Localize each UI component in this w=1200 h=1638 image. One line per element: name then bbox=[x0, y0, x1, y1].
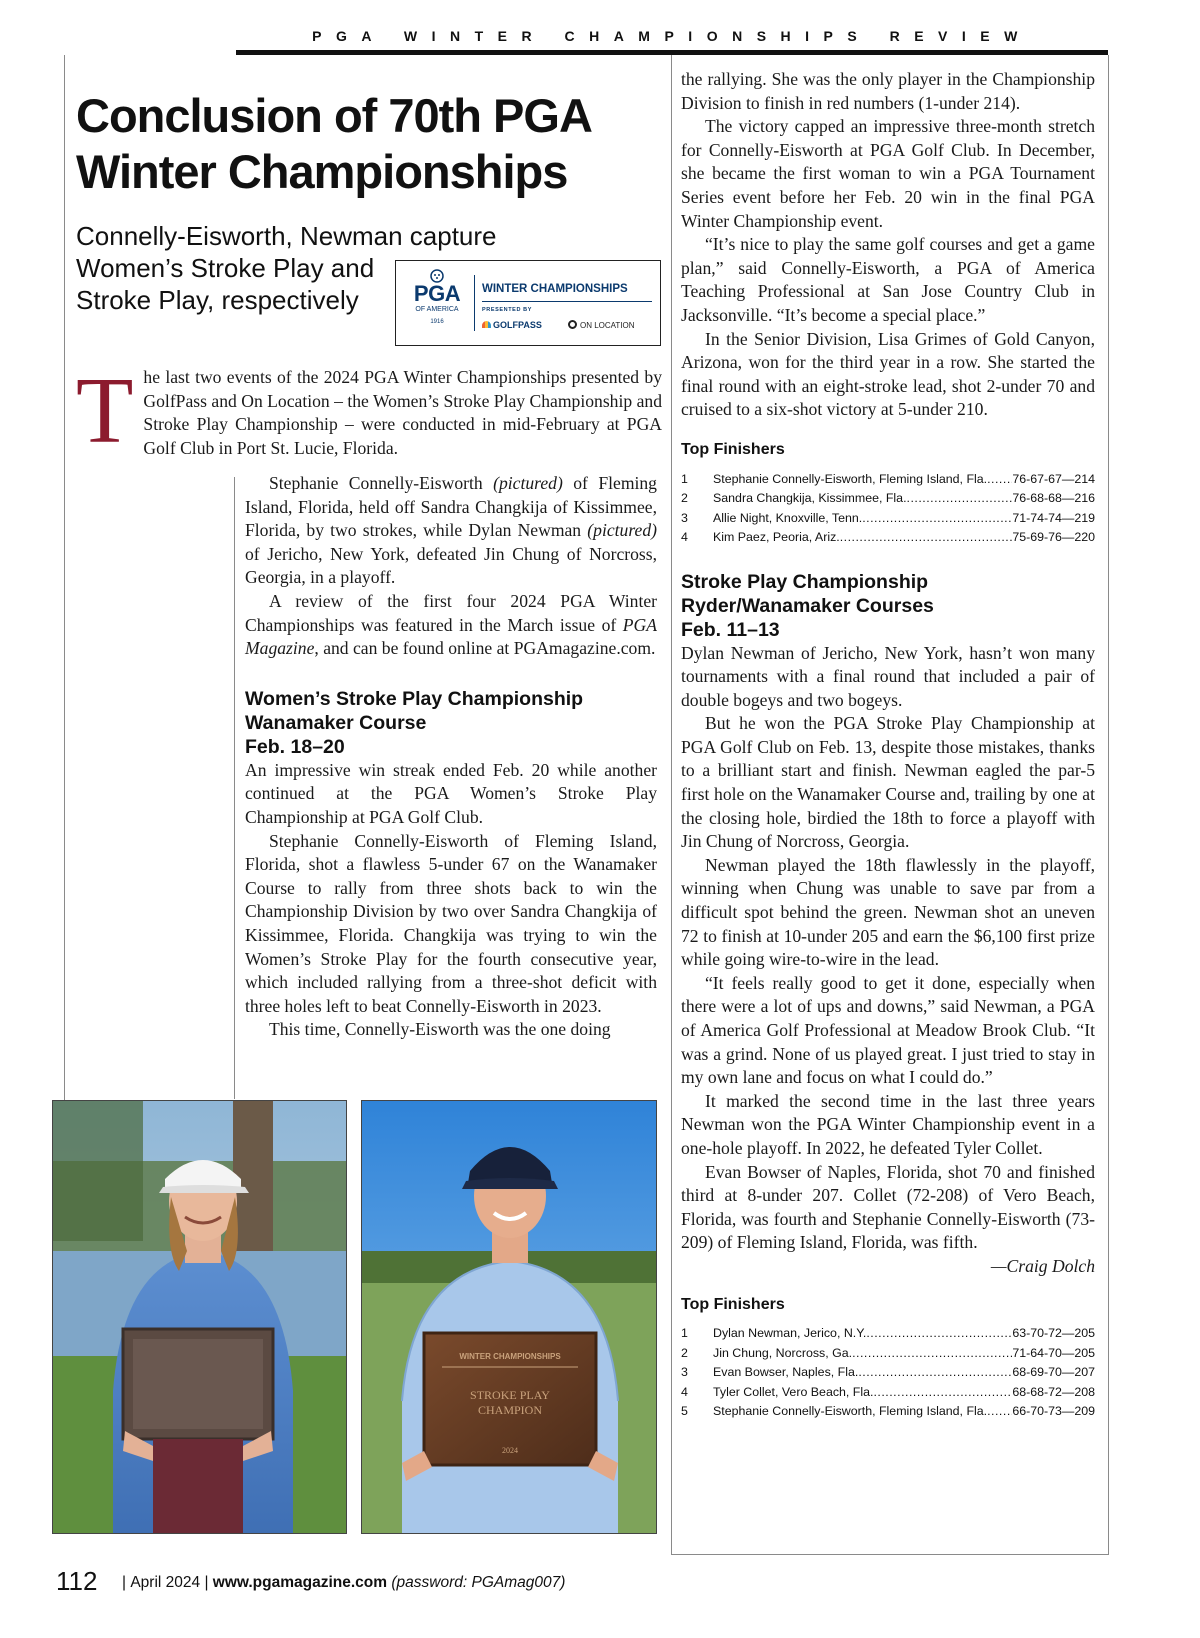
finisher-position: 1 bbox=[681, 1326, 688, 1341]
finisher-position: 4 bbox=[681, 530, 688, 544]
intro-paragraph bbox=[76, 359, 662, 463]
article-title: Conclusion of 70th PGA Winter Championships bbox=[76, 89, 591, 198]
column-2 bbox=[681, 68, 1095, 1422]
plaque-title: WINTER CHAMPIONSHIPS bbox=[459, 1352, 561, 1361]
finisher-row bbox=[681, 1344, 1095, 1364]
pictured-note: (pictured) bbox=[493, 473, 563, 493]
finisher-name: Evan Bowser, Naples, Fla. bbox=[713, 1365, 859, 1380]
footer-separator: | bbox=[200, 1574, 213, 1591]
finisher-score: 63-70-72—205 bbox=[1012, 1326, 1095, 1341]
finisher-score: 68-69-70—207 bbox=[1012, 1365, 1095, 1380]
leader-dots bbox=[866, 1324, 1012, 1344]
finisher-score: 68-68-72—208 bbox=[1012, 1384, 1095, 1399]
photo-newman bbox=[361, 1100, 657, 1534]
finisher-position: 5 bbox=[681, 1404, 688, 1419]
section-heading-stroke-play bbox=[681, 570, 1095, 642]
frame-rule-middle bbox=[671, 55, 672, 1555]
text: , and can be found online at PGAmagazine.com. bbox=[314, 638, 656, 659]
finisher-score: 75-69-76—220 bbox=[1012, 530, 1095, 544]
paragraph: “It feels really good to get it done, especially when there were a lot of ups and downs,” said Newman, a PGA of America Golf Professional at Meadow Brook Club. “It was a grind. None of us played great. I just tried to stay in my own lane and focus on what I could do.” bbox=[681, 972, 1095, 1088]
pga-of-america: OF AMERICA bbox=[415, 306, 459, 313]
text: Stephanie Connelly-Eisworth bbox=[269, 473, 494, 493]
finisher-row bbox=[681, 1383, 1095, 1403]
finisher-position: 3 bbox=[681, 1365, 688, 1380]
column-1 bbox=[245, 472, 657, 1042]
finisher-position: 4 bbox=[681, 1384, 688, 1399]
logo-rule bbox=[482, 301, 652, 302]
logo-presented-by: PRESENTED BY bbox=[482, 307, 532, 313]
finisher-name: Kim Paez, Peoria, Ariz. bbox=[713, 530, 840, 544]
paragraph: Stephanie Connelly-Eisworth of Fleming Island, Florida, shot a flawless 5-under 67 on the Wanamaker Course to rally from three shots back to win the Championship Division by two over Sandra Changkija of Kissimmee, Florida. Changkija was trying to win the Women’s Stroke Play for the fourth consecutive year, which included rallying from a three-shot deficit with three holes left to beat Connelly-Eisworth in 2023. bbox=[245, 830, 657, 1016]
paragraph: The victory capped an impressive three-month stretch for Connelly-Eisworth at PGA Golf Club. In December, she became the first woman to win a PGA Tournament Series event before her Feb. 20 win in the final PGA Winter Championship event. bbox=[681, 116, 1095, 231]
section-heading-line: Wanamaker Course bbox=[245, 711, 427, 734]
finisher-score: 71-74-74—219 bbox=[1012, 510, 1095, 525]
footer-separator: | bbox=[122, 1574, 131, 1591]
plaque-line-2: CHAMPION bbox=[477, 1403, 543, 1417]
magazine-name: PGA Magazine bbox=[245, 614, 657, 659]
stroke-play-finishers-list bbox=[681, 1324, 1095, 1422]
leader-dots bbox=[852, 1344, 1012, 1364]
finisher-score: 71-64-70—205 bbox=[1012, 1345, 1095, 1360]
logo-divider bbox=[474, 275, 475, 331]
paragraph: Newman played the 18th flawlessly in the playoff, winning when Chung was unable to save par from a difficult spot behind the green. Newman shot an uneven 72 to finish at 10-under 205 and earn the $6,100 first prize while going wire-to-wire in the lead. bbox=[681, 854, 1095, 970]
finisher-score: 66-70-73—209 bbox=[1012, 1404, 1095, 1419]
finisher-score: 76-68-68—216 bbox=[1012, 491, 1095, 505]
top-finishers-heading: Top Finishers bbox=[681, 440, 785, 458]
finisher-row bbox=[681, 528, 1095, 548]
leader-dots bbox=[907, 489, 1013, 509]
paragraph: In the Senior Division, Lisa Grimes of Gold Canyon, Arizona, won for the third year in a row. She started the final round with an eight-stroke lead, shot 2-under 70 and cruised to a six-shot victory at 5-under 210. bbox=[681, 328, 1095, 420]
section-heading-line: Stroke Play Championship bbox=[681, 570, 929, 593]
paragraph: It marked the second time in the last three years Newman won the PGA Winter Championship event in a one-hole playoff. In 2022, he defeated Tyler Collet. bbox=[681, 1090, 1095, 1158]
finisher-name: Tyler Collet, Vero Beach, Fla. bbox=[713, 1384, 874, 1399]
intro-text: he last two events of the 2024 PGA Winter Championships presented by GolfPass and On Location – the Women’s Stroke Play Championship and Stroke Play Championship – were conducted in mid-February at PGA Golf Club in Port St. Lucie, Florida. bbox=[143, 367, 662, 458]
paragraph: the rallying. She was the only player in the Championship Division to finish in red numbers (1-under 214). bbox=[681, 69, 1095, 113]
finisher-row bbox=[681, 1402, 1095, 1422]
photo-connelly-eisworth bbox=[52, 1100, 347, 1534]
text: of Fleming Island, Florida, held off Sandra Changkija of Kissimmee, Florida, by two strokes, while Dylan Newman bbox=[245, 473, 657, 541]
paragraph bbox=[245, 472, 657, 590]
on-location-logo bbox=[568, 320, 635, 330]
photo-woman-with-plaque bbox=[53, 1101, 347, 1534]
frame-rule-bottom bbox=[671, 1554, 1109, 1555]
deck-line-2: Women’s Stroke Play and Stroke Play, respectively bbox=[76, 253, 375, 315]
finisher-name: Stephanie Connelly-Eisworth, Fleming Island, Fla. bbox=[713, 1404, 988, 1419]
plaque-line-1: STROKE PLAY bbox=[470, 1388, 550, 1402]
deck-line-1: Connelly-Eisworth, Newman capture bbox=[76, 221, 497, 251]
leader-dots bbox=[862, 509, 1012, 529]
running-head: PGA WINTER CHAMPIONSHIPS REVIEW bbox=[312, 28, 1032, 44]
paragraph bbox=[681, 1161, 1095, 1276]
drop-cap: T bbox=[76, 359, 134, 463]
finisher-row bbox=[681, 1324, 1095, 1344]
winter-championships-logo bbox=[395, 260, 661, 346]
byline: —Craig Dolch bbox=[990, 1255, 1095, 1276]
finisher-row bbox=[681, 470, 1095, 490]
finisher-name: Dylan Newman, Jerico, N.Y. bbox=[713, 1326, 867, 1341]
section-heading-line: Women’s Stroke Play Championship bbox=[245, 687, 584, 710]
frame-rule-inner bbox=[234, 477, 235, 1099]
paragraph: But he won the PGA Stroke Play Championship at PGA Golf Club on Feb. 13, despite those mistakes, thanks to a brilliant start and finish. Newman eagled the par-5 first hole on the Wanamaker Course and, trailing by one at the closing hole, birdied the 18th to force a playoff with Jin Chung of Norcross, Georgia. bbox=[681, 713, 1095, 852]
plaque-year: 2024 bbox=[502, 1446, 518, 1455]
leader-dots bbox=[873, 1383, 1012, 1403]
pga-wordmark: PGA bbox=[413, 281, 461, 306]
finisher-position: 1 bbox=[681, 471, 688, 486]
section-heading-womens bbox=[245, 687, 657, 759]
password-note: (password: PGAmag007) bbox=[391, 1574, 566, 1591]
frame-rule-left bbox=[64, 55, 65, 1100]
finisher-row bbox=[681, 1363, 1095, 1383]
leader-dots bbox=[840, 528, 1013, 548]
section-heading-dates: Feb. 18–20 bbox=[245, 735, 345, 758]
website-url: www.pgamagazine.com bbox=[212, 1574, 388, 1591]
paragraph bbox=[245, 590, 657, 661]
text: A review of the first four 2024 PGA Winter Championships was featured in the March issue of bbox=[245, 590, 657, 635]
ring-icon bbox=[568, 320, 577, 329]
leader-dots bbox=[987, 1402, 1012, 1422]
photo-man-with-plaque bbox=[362, 1101, 657, 1534]
paragraph: “It’s nice to play the same golf courses and get a game plan,” said Connelly-Eisworth, a PGA of America Teaching Professional at San Jose Country Club in Jacksonville. “It’s become a special place.” bbox=[681, 234, 1095, 325]
finisher-name: Sandra Changkija, Kissimmee, Fla. bbox=[713, 491, 907, 505]
text: Evan Bowser of Naples, Florida, shot 70 and finished third at 8-under 207. Collet (72-208) of Vero Beach, Florida, was fourth and Stephanie Connelly-Eisworth (73-209) of Fleming Island, Florida, was fifth. bbox=[681, 1161, 1095, 1253]
golfpass-label: GOLFPASS bbox=[493, 320, 542, 330]
text: of Jericho, New York, defeated Jin Chung of Norcross, Georgia, in a playoff. bbox=[245, 543, 657, 588]
peacock-icon bbox=[482, 321, 491, 328]
on-location-label: ON LOCATION bbox=[580, 321, 635, 330]
paragraph: An impressive win streak ended Feb. 20 while another continued at the PGA Women’s Stroke Play Championship at PGA Golf Club. bbox=[245, 759, 657, 827]
pga-year: 1916 bbox=[430, 319, 444, 325]
section-heading-line: Ryder/Wanamaker Courses bbox=[681, 594, 934, 617]
pga-logo bbox=[406, 269, 468, 339]
top-finishers-heading: Top Finishers bbox=[681, 1295, 785, 1313]
section-heading-dates: Feb. 11–13 bbox=[681, 618, 780, 641]
header-rule bbox=[236, 50, 1108, 55]
frame-rule-right bbox=[1108, 55, 1109, 1555]
finisher-position: 2 bbox=[681, 1345, 688, 1360]
golf-ball-crest-icon bbox=[430, 269, 444, 283]
golfpass-logo bbox=[482, 320, 542, 330]
leader-dots bbox=[987, 470, 1012, 490]
pictured-note: (pictured) bbox=[587, 520, 657, 541]
finisher-position: 2 bbox=[681, 491, 688, 505]
finisher-name: Allie Night, Knoxville, Tenn. bbox=[713, 510, 863, 525]
finisher-name: Stephanie Connelly-Eisworth, Fleming Island, Fla. bbox=[713, 471, 988, 486]
womens-finishers-list bbox=[681, 470, 1095, 548]
finisher-row bbox=[681, 509, 1095, 529]
finisher-name: Jin Chung, Norcross, Ga. bbox=[713, 1345, 853, 1360]
logo-title: WINTER CHAMPIONSHIPS bbox=[482, 283, 628, 295]
leader-dots bbox=[858, 1363, 1012, 1383]
finisher-position: 3 bbox=[681, 510, 688, 525]
paragraph: This time, Connelly-Eisworth was the one doing bbox=[269, 1019, 611, 1040]
page-number: 112 bbox=[56, 1566, 98, 1596]
finisher-row bbox=[681, 489, 1095, 509]
footer-line bbox=[122, 1574, 565, 1592]
paragraph: Dylan Newman of Jericho, New York, hasn’t won many tournaments with a final round that included a pair of double bogeys and two bogeys. bbox=[681, 642, 1095, 710]
finisher-score: 76-67-67—214 bbox=[1012, 471, 1095, 486]
issue-date: April 2024 bbox=[130, 1574, 201, 1591]
